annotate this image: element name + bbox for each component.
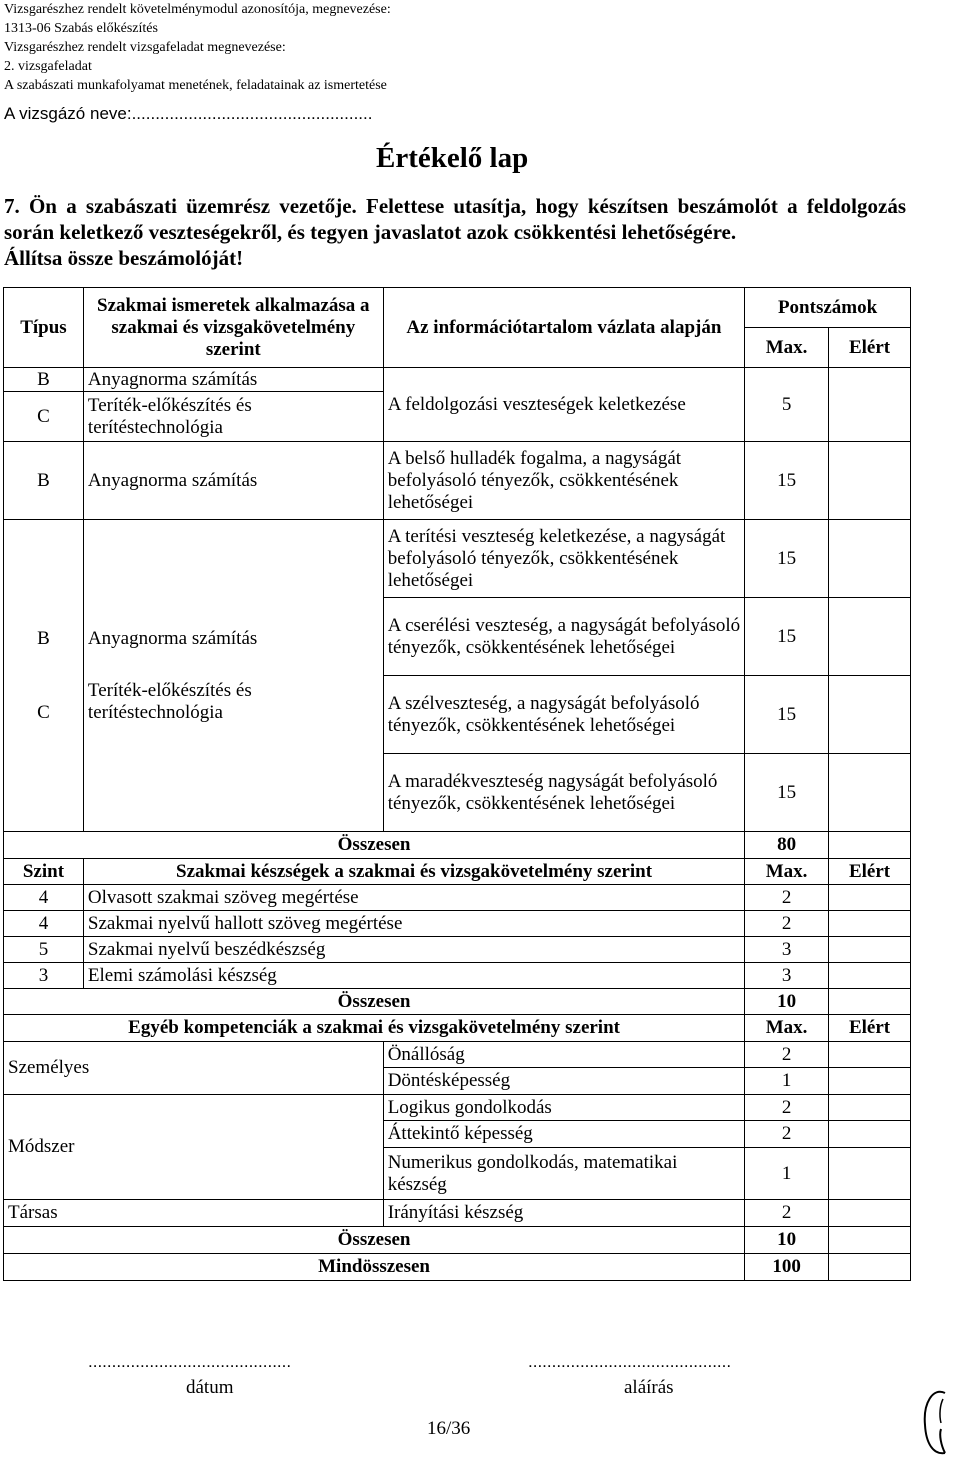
achieved-points[interactable]	[829, 1095, 911, 1121]
max-points: 2	[745, 1095, 829, 1121]
handwritten-mark-icon	[915, 1385, 955, 1460]
competency-cell: Áttekintő képesség	[383, 1121, 744, 1148]
achieved-points[interactable]	[829, 1254, 911, 1281]
max-points: 1	[745, 1148, 829, 1200]
subtotal-value: 10	[745, 1227, 829, 1254]
achieved-points[interactable]	[829, 676, 911, 754]
max-points: 15	[745, 442, 829, 520]
col-header-skills: Szakmai készségek a szakmai és vizsgakövetelmény szerint	[83, 859, 744, 885]
knowledge-cell: Anyagnorma számítás	[83, 442, 383, 520]
max-points: 15	[745, 598, 829, 676]
knowledge-cell: Teríték-előkészítés és terítéstechnológia	[83, 392, 383, 442]
subtotal-label: Összesen	[4, 989, 745, 1015]
skill-cell: Elemi számolási készség	[83, 963, 744, 989]
outline-cell: A belső hulladék fogalma, a nagyságát befolyásoló tényezők, csökkentésének lehetőségei	[383, 442, 744, 520]
signature-label: aláírás	[624, 1377, 674, 1398]
grand-total-value: 100	[745, 1254, 829, 1281]
max-points: 2	[745, 1200, 829, 1227]
grand-total-label: Mindösszesen	[4, 1254, 745, 1281]
outline-cell: A cserélési veszteség, a nagyságát befolyásoló tényezők, csökkentésének lehetőségei	[383, 598, 744, 676]
header-line: A szabászati munkafolyamat menetének, feladatainak az ismertetése	[4, 78, 387, 93]
achieved-points[interactable]	[829, 754, 911, 832]
achieved-points[interactable]	[829, 1068, 911, 1095]
header-line: 2. vizsgafeladat	[4, 59, 92, 74]
achieved-points[interactable]	[829, 368, 911, 442]
outline-cell: A szélveszteség, a nagyságát befolyásoló tényezők, csökkentésének lehetőségei	[383, 676, 744, 754]
col-header-type: Típus	[4, 288, 84, 368]
knowledge-item: Anyagnorma számítás	[87, 627, 258, 649]
max-points: 5	[745, 368, 829, 442]
skill-cell: Szakmai nyelvű hallott szöveg megértése	[83, 911, 744, 937]
col-header-max: Max.	[745, 1015, 829, 1042]
level-cell: 5	[4, 937, 84, 963]
header-line: Vizsgarészhez rendelt követelménymodul azonosítója, megnevezése:	[4, 2, 391, 17]
evaluation-table	[3, 287, 911, 1281]
type-cell: B	[4, 442, 84, 520]
document-header	[4, 0, 391, 95]
type-value: C	[37, 701, 50, 723]
knowledge-item: Teríték-előkészítés és terítéstechnológia	[87, 679, 252, 723]
level-cell: 4	[4, 885, 84, 911]
date-line: ...........................................	[88, 1352, 292, 1371]
task-instruction: Állítsa össze beszámolóját!	[4, 246, 244, 270]
max-points: 2	[745, 885, 829, 911]
achieved-points[interactable]	[829, 911, 911, 937]
max-points: 15	[745, 676, 829, 754]
type-cell	[4, 520, 84, 832]
outline-cell: A maradékveszteség nagyságát befolyásoló tényezők, csökkentésének lehetőségei	[383, 754, 744, 832]
subtotal-value: 10	[745, 989, 829, 1015]
col-header-achieved: Elért	[829, 1015, 911, 1042]
achieved-points[interactable]	[829, 1148, 911, 1200]
achieved-points[interactable]	[829, 885, 911, 911]
col-header-achieved: Elért	[829, 328, 911, 368]
achieved-points[interactable]	[829, 442, 911, 520]
max-points: 2	[745, 911, 829, 937]
competency-cell: Logikus gondolkodás	[383, 1095, 744, 1121]
max-points: 1	[745, 1068, 829, 1095]
max-points: 15	[745, 520, 829, 598]
col-header-outline: Az információtartalom vázlata alapján	[383, 288, 744, 368]
achieved-points[interactable]	[829, 963, 911, 989]
achieved-points[interactable]	[829, 1121, 911, 1148]
knowledge-cell	[83, 520, 383, 832]
page-title: Értékelő lap	[376, 142, 529, 174]
competency-cell: Irányítási készség	[383, 1200, 744, 1227]
level-cell: 3	[4, 963, 84, 989]
achieved-points[interactable]	[829, 598, 911, 676]
competency-category: Módszer	[4, 1095, 384, 1200]
skill-cell: Olvasott szakmai szöveg megértése	[83, 885, 744, 911]
achieved-points[interactable]	[829, 1227, 911, 1254]
task-text: 7. Ön a szabászati üzemrész vezetője. Felettese utasítja, hogy készítsen beszámolót a feldolgozás során keletkező veszteségekről, és tegyen javaslatot azok csökkentési lehetőségére.	[4, 194, 906, 244]
knowledge-cell: Anyagnorma számítás	[83, 368, 383, 392]
col-header-achieved: Elért	[829, 859, 911, 885]
competency-category: Társas	[4, 1200, 384, 1227]
achieved-points[interactable]	[829, 1042, 911, 1068]
candidate-name-field: A vizsgázó neve:...................................................	[4, 104, 373, 123]
skill-cell: Szakmai nyelvű beszédkészség	[83, 937, 744, 963]
max-points: 2	[745, 1042, 829, 1068]
max-points: 3	[745, 963, 829, 989]
competency-cell: Numerikus gondolkodás, matematikai készség	[383, 1148, 744, 1200]
achieved-points[interactable]	[829, 989, 911, 1015]
task-description	[4, 193, 906, 271]
achieved-points[interactable]	[829, 832, 911, 859]
type-value: B	[37, 627, 50, 649]
competency-cell: Döntésképesség	[383, 1068, 744, 1095]
header-line: Vizsgarészhez rendelt vizsgafeladat megnevezése:	[4, 40, 286, 55]
subtotal-label: Összesen	[4, 1227, 745, 1254]
date-label: dátum	[186, 1377, 234, 1398]
outline-cell: A terítési veszteség keletkezése, a nagyságát befolyásoló tényezők, csökkentésének lehetőségei	[383, 520, 744, 598]
competency-category: Személyes	[4, 1042, 384, 1095]
max-points: 3	[745, 937, 829, 963]
subtotal-value: 80	[745, 832, 829, 859]
outline-cell: A feldolgozási veszteségek keletkezése	[383, 368, 744, 442]
col-header-points: Pontszámok	[745, 288, 911, 328]
subtotal-label: Összesen	[4, 832, 745, 859]
signature-line: ...........................................	[528, 1352, 732, 1371]
achieved-points[interactable]	[829, 520, 911, 598]
col-header-knowledge: Szakmai ismeretek alkalmazása a szakmai és vizsgakövetelmény szerint	[83, 288, 383, 368]
max-points: 15	[745, 754, 829, 832]
max-points: 2	[745, 1121, 829, 1148]
page-number: 16/36	[427, 1418, 471, 1439]
type-cell: C	[4, 392, 84, 442]
level-cell: 4	[4, 911, 84, 937]
col-header-max: Max.	[745, 859, 829, 885]
achieved-points[interactable]	[829, 1200, 911, 1227]
col-header-level: Szint	[4, 859, 84, 885]
achieved-points[interactable]	[829, 937, 911, 963]
competency-cell: Önállóság	[383, 1042, 744, 1068]
type-cell: B	[4, 368, 84, 392]
header-line: 1313-06 Szabás előkészítés	[4, 21, 158, 36]
col-header-max: Max.	[745, 328, 829, 368]
col-header-competencies: Egyéb kompetenciák a szakmai és vizsgakövetelmény szerint	[4, 1015, 745, 1042]
